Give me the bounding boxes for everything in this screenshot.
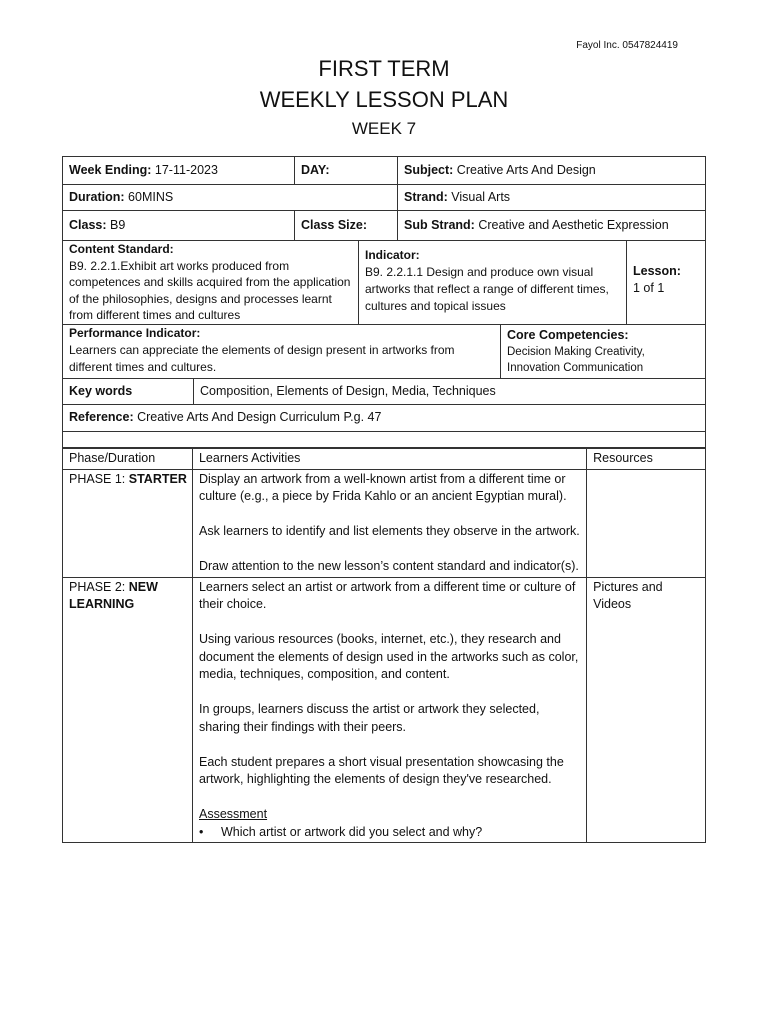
duration-value: 60MINS (128, 190, 174, 204)
class-cell (63, 210, 294, 240)
phase-2-resources: Pictures and Videos (587, 577, 706, 843)
content-standard-value: B9. 2.2.1.Exhibit art works produced from competences and skills acquired from the application of the philosophies, designs and processes learnt from different times and cultures (69, 258, 351, 322)
indicator-value: B9. 2.2.1.1 Design and produce own visual artworks that reflect a range of different times, cultures and topical issues (365, 265, 609, 313)
lesson-value: 1 of 1 (633, 281, 665, 295)
lesson-label: Lesson: (633, 264, 681, 278)
phase-1-resources (587, 469, 706, 577)
duration-cell (63, 184, 397, 210)
sub-strand-value: Creative and Aesthetic Expression (478, 218, 669, 232)
indicator-cell (358, 240, 626, 324)
performance-indicator-cell (63, 324, 500, 378)
phase-2-activities (192, 577, 586, 843)
sub-strand-cell (397, 210, 705, 240)
phase-2-activity: Each student prepares a short visual presentation showcasing the artwork, highlighting the elements of design they've researched. (198, 754, 564, 786)
week-ending-label: Week Ending: (69, 163, 152, 177)
phase-2-row (63, 577, 706, 843)
phase-1-name: STARTER (128, 471, 187, 486)
phase-1-activity: Ask learners to identify and list elements they observe in the artwork. (198, 524, 580, 538)
phase-2-activity: In groups, learners discuss the artist or artwork they selected, sharing their findings with their peers. (198, 702, 540, 734)
strand-label: Strand: (404, 190, 448, 204)
day-cell (294, 157, 397, 184)
core-competencies-label: Core Competencies: (507, 328, 629, 342)
assessment-question: Which artist or artwork did you select and why? (220, 824, 483, 839)
phase-duration-header: Phase/Duration (63, 449, 193, 470)
keywords-value-cell (193, 378, 705, 404)
reference-value: Creative Arts And Design Curriculum P.g. 47 (137, 410, 382, 424)
plan-title: WEEKLY LESSON PLAN (259, 87, 509, 112)
keywords-label: Key words (69, 384, 133, 398)
sub-strand-label: Sub Strand: (404, 218, 475, 232)
week-ending-cell (63, 157, 294, 184)
phase-2-activity: Learners select an artist or artwork from a different time or culture of their choice. (198, 579, 576, 611)
phase-1-activities (192, 469, 586, 577)
content-standard-label: Content Standard: (69, 242, 174, 256)
empty-row (63, 431, 705, 447)
assessment-heading: Assessment (198, 807, 268, 821)
strand-cell (397, 184, 705, 210)
resources-header: Resources (587, 449, 706, 470)
learners-activities-header: Learners Activities (192, 449, 586, 470)
subject-label: Subject: (404, 163, 454, 177)
keywords-value: Composition, Elements of Design, Media, Techniques (200, 384, 496, 398)
phase-1-prefix: PHASE 1: (69, 471, 129, 486)
week-ending-value: 17-11-2023 (154, 163, 218, 177)
subject-value: Creative Arts And Design (456, 163, 596, 177)
content-standard-cell (63, 240, 358, 324)
week-title: WEEK 7 (351, 119, 417, 138)
subject-cell (397, 157, 705, 184)
phase-2-activity: Using various resources (books, internet, etc.), they research and document the elements of design used in the artworks such as color, media, techniques, composition, and content. (198, 632, 579, 681)
class-label: Class: (69, 218, 107, 232)
lesson-info-table (62, 156, 706, 448)
core-competencies-cell (500, 324, 705, 378)
term-title: FIRST TERM (318, 56, 450, 81)
phase-1-row (63, 469, 706, 577)
phase-1-title (63, 469, 193, 577)
keywords-label-cell (63, 378, 193, 404)
phase-2-name: NEW LEARNING (69, 579, 158, 611)
core-competencies-value: Decision Making Creativity, Innovation Communication (507, 346, 645, 374)
phase-table (62, 448, 706, 843)
assessment-item (199, 824, 580, 842)
bullet-icon: • (198, 824, 204, 839)
reference-cell (63, 404, 705, 431)
company-contact: Fayol Inc. 0547824419 (576, 40, 678, 51)
indicator-label: Indicator: (365, 248, 420, 262)
phase-2-prefix: PHASE 2: (69, 579, 129, 594)
duration-label: Duration: (69, 190, 125, 204)
performance-indicator-label: Performance Indicator: (69, 326, 201, 340)
class-size-cell (294, 210, 397, 240)
reference-label: Reference: (69, 410, 134, 424)
phase-1-activity: Draw attention to the new lesson’s content standard and indicator(s). (198, 559, 579, 573)
strand-value: Visual Arts (451, 190, 511, 204)
day-label: DAY: (301, 163, 330, 177)
phase-2-title (63, 577, 193, 843)
class-value: B9 (110, 218, 126, 232)
performance-indicator-value: Learners can appreciate the elements of design present in artworks from different times and cultures. (69, 343, 455, 374)
phase-header-row (63, 449, 706, 470)
lesson-cell (626, 240, 705, 324)
phase-1-activity: Display an artwork from a well-known artist from a different time or culture (e.g., a piece by Frida Kahlo or an ancient Egyptian mural). (198, 471, 567, 503)
class-size-label: Class Size: (301, 218, 368, 232)
